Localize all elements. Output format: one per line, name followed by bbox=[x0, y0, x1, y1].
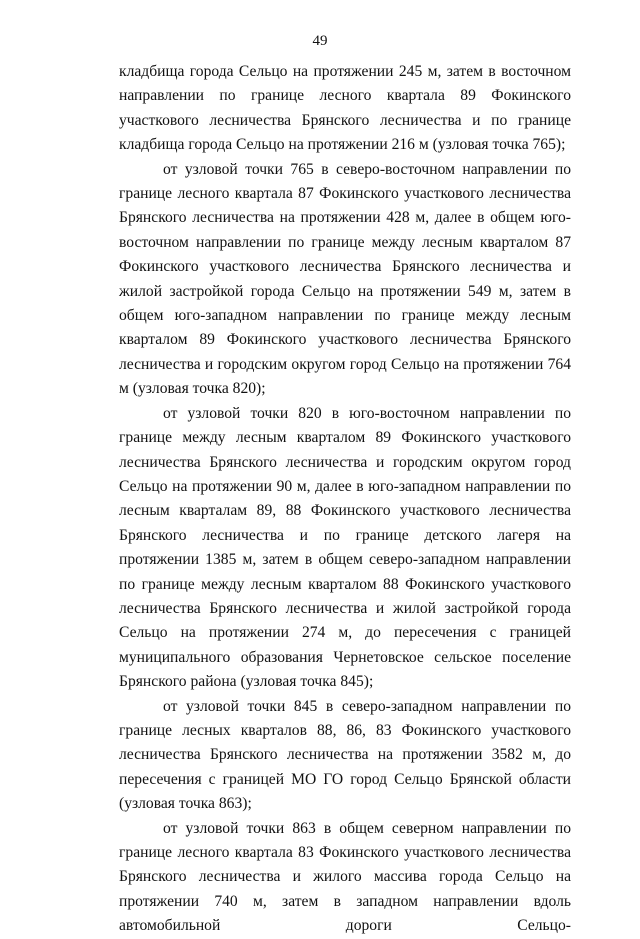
paragraph-4: от узловой точки 845 в северо-западном направлении по границе лесных кварталов 88, 86, 83 Фокинского участкового лесничества Брянского лесничества на протяжении 3582 м, до пересечения с границей МО ГО город Сельцо Брянской области (узловая точка 863); bbox=[119, 697, 571, 813]
document-body bbox=[119, 60, 571, 939]
paragraph-5: от узловой точки 863 в общем северном направлении по границе лесного квартала 83 Фокинского участкового лесничества Брянского лесничества и жилого массива города Сельцо на протяжении 740 м, затем в западном направлении вдоль автомобильной дороги Сельцо- bbox=[119, 819, 571, 935]
paragraph-3: от узловой точки 820 в юго-восточном направлении по границе между лесным кварталом 89 Фокинского участкового лесничества Брянского лесничества и городским округом город Сельцо на протяжении 90 м, далее в юго-западном направлении по лесным кварталам 89, 88 Фокинского участкового лесничества Брянского лесничества и по границе детского лагеря на протяжении 1385 м, затем в общем северо-западном направлении по границе между лесным кварталом 88 Фокинского участкового лесничества Брянского лесничества и жилой застройкой города Сельцо на протяжении 274 м, до пересечения с границей муниципального образования Чернетовское сельское поселение Брянского района (узловая точка 845); bbox=[119, 404, 571, 691]
paragraph-2: от узловой точки 765 в северо-восточном направлении по границе лесного квартала 87 Фокинского участкового лесничества Брянского лесничества на протяжении 428 м, далее в общем юго-восточном направлении по границе между лесным кварталом 87 Фокинского участкового лесничества Брянского лесничества и жилой застройкой города Сельцо на протяжении 549 м, затем в общем юго-западном направлении по границе между лесным кварталом 89 Фокинского участкового лесничества Брянского лесничества и городским округом город Сельцо на протяжении 764 м (узловая точка 820); bbox=[119, 160, 571, 398]
paragraph-1: кладбища города Сельцо на протяжении 245 м, затем в восточном направлении по границе лесного квартала 89 Фокинского участкового лесничества Брянского лесничества и по границе кладбища города Сельцо на протяжении 216 м (узловая точка 765); bbox=[119, 63, 571, 154]
page-number: 49 bbox=[312, 33, 328, 49]
